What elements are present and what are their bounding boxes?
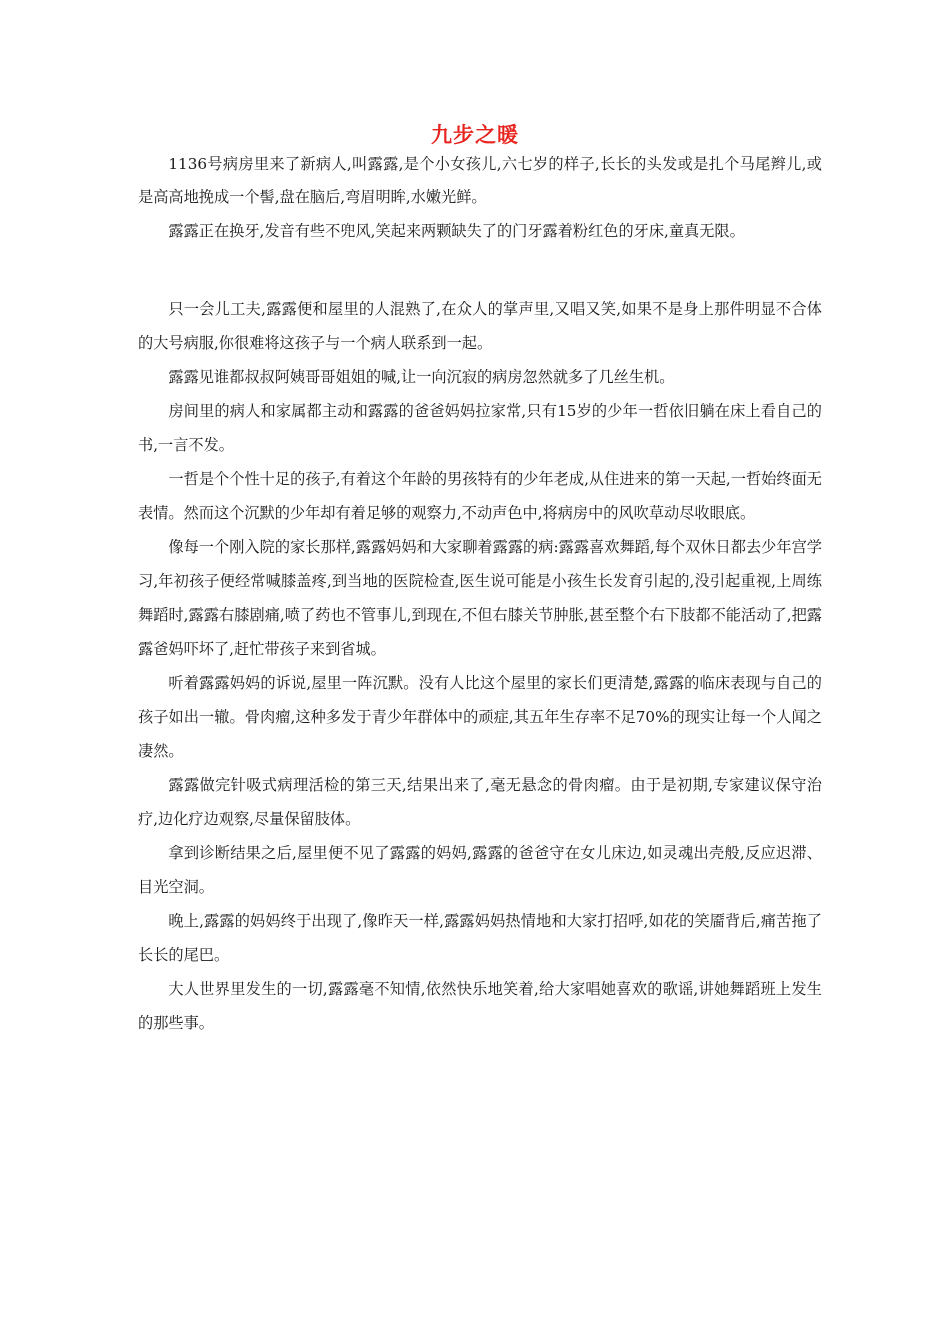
paragraph: 晚上,露露的妈妈终于出现了,像昨天一样,露露妈妈热情地和大家打招呼,如花的笑靥背后,痛苦拖了长长的尾巴。 xyxy=(138,912,822,964)
paragraph: 听着露露妈妈的诉说,屋里一阵沉默。没有人比这个屋里的家长们更清楚,露露的临床表现与自己的孩子如出一辙。骨肉瘤,这种多发于青少年群体中的顽症,其五年生存率不足70%的现实让每一个人闻之凄然。 xyxy=(138,674,822,760)
paragraph: 拿到诊断结果之后,屋里便不见了露露的妈妈,露露的爸爸守在女儿床边,如灵魂出壳般,反应迟滞、目光空洞。 xyxy=(138,844,822,896)
paragraph: 房间里的病人和家属都主动和露露的爸爸妈妈拉家常,只有15岁的少年一哲依旧躺在床上看自己的书,一言不发。 xyxy=(138,402,822,454)
paragraph: 大人世界里发生的一切,露露毫不知情,依然快乐地笑着,给大家唱她喜欢的歌谣,讲她舞蹈班上发生的那些事。 xyxy=(138,980,822,1032)
paragraph: 露露见谁都叔叔阿姨哥哥姐姐的喊,让一向沉寂的病房忽然就多了几丝生机。 xyxy=(168,368,675,386)
paragraph: 一哲是个个性十足的孩子,有着这个年龄的男孩特有的少年老成,从住进来的第一天起,一哲始终面无表情。然而这个沉默的少年却有着足够的观察力,不动声色中,将病房中的风吹草动尽收眼底。 xyxy=(138,470,822,522)
paragraph: 露露正在换牙,发音有些不兜风,笑起来两颗缺失了的门牙露着粉红色的牙床,童真无限。 xyxy=(168,222,745,240)
paragraph: 只一会儿工夫,露露便和屋里的人混熟了,在众人的掌声里,又唱又笑,如果不是身上那件明显不合体的大号病服,你很难将这孩子与一个病人联系到一起。 xyxy=(138,300,822,352)
paragraph: 露露做完针吸式病理活检的第三天,结果出来了,毫无悬念的骨肉瘤。由于是初期,专家建议保守治疗,边化疗边观察,尽量保留肢体。 xyxy=(138,776,822,828)
document-title: 九步之暖 xyxy=(431,122,519,147)
paragraph: 像每一个刚入院的家长那样,露露妈妈和大家聊着露露的病:露露喜欢舞蹈,每个双休日都去少年宫学习,年初孩子便经常喊膝盖疼,到当地的医院检查,医生说可能是小孩生长发育引起的,没引起重视,上周练舞蹈时,露露右膝剧痛,喷了药也不管事儿,到现在,不但右膝关节肿胀,甚至整个右下肢都不能活动了,把露露爸妈吓坏了,赶忙带孩子来到省城。 xyxy=(138,538,822,658)
document-body xyxy=(138,148,822,1040)
paragraph: 1136号病房里来了新病人,叫露露,是个小女孩儿,六七岁的样子,长长的头发或是扎个马尾辫儿,或是高高地挽成一个髻,盘在脑后,弯眉明眸,水嫩光鲜。 xyxy=(138,155,822,206)
paragraph-spacer xyxy=(138,248,822,292)
